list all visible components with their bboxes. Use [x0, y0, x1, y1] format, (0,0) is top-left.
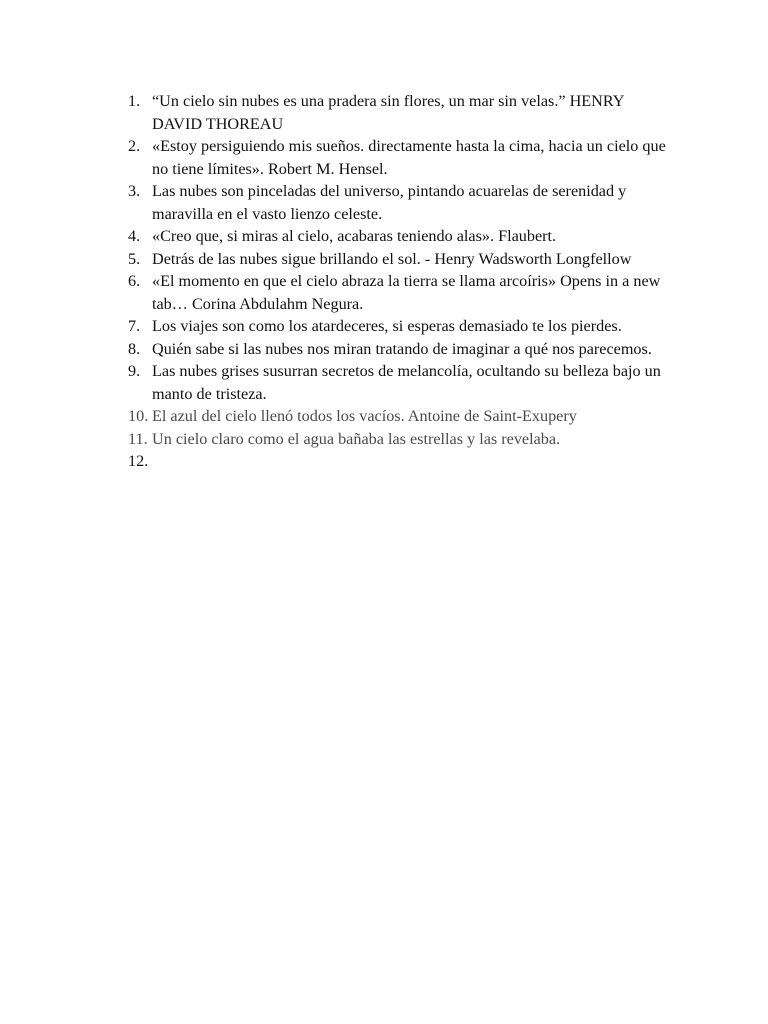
- item-text: «Estoy persiguiendo mis sueños. directamente hasta la cima, hacia un cielo que no tiene límites». Robert M. Hensel.: [152, 137, 666, 178]
- list-item: [128, 225, 668, 248]
- item-number: 5.: [128, 249, 141, 268]
- item-text: Quién sabe si las nubes nos miran tratando de imaginar a qué nos parecemos.: [152, 339, 652, 358]
- item-text: «El momento en que el cielo abraza la tierra se llama arcoíris» Opens in a new tab… Corina Abdulahm Negura.: [152, 272, 661, 313]
- list-item: [128, 180, 668, 225]
- list-item: [128, 315, 668, 338]
- item-number: 9.: [128, 362, 141, 380]
- item-number: 4.: [128, 227, 141, 245]
- item-number: 2.: [128, 137, 141, 155]
- item-text: Las nubes grises susurran secretos de melancolía, ocultando su belleza bajo un manto de tristeza.: [152, 362, 661, 403]
- item-number: 3.: [128, 182, 141, 200]
- item-text: Detrás de las nubes sigue brillando el sol. - Henry Wadsworth Longfellow: [152, 249, 632, 268]
- item-number: 12.: [128, 452, 149, 470]
- item-number: 11.: [128, 429, 148, 448]
- list-item: [128, 248, 668, 271]
- item-text: Un cielo claro como el agua bañaba las estrellas y las revelaba.: [152, 429, 561, 448]
- list-item: [128, 360, 668, 405]
- item-number: 1.: [128, 92, 141, 110]
- item-text: “Un cielo sin nubes es una pradera sin flores, un mar sin velas.” HENRY DAVID THOREAU: [152, 92, 624, 133]
- list-item: [128, 135, 668, 180]
- item-number: 7.: [128, 317, 141, 335]
- item-number: 8.: [128, 339, 141, 358]
- item-text: Las nubes son pinceladas del universo, pintando acuarelas de serenidad y maravilla en el vasto lienzo celeste.: [152, 182, 627, 223]
- list-item: [128, 405, 668, 428]
- list-item: [128, 270, 668, 315]
- item-text: Los viajes son como los atardeceres, si esperas demasiado te los pierdes.: [152, 317, 622, 335]
- item-number: 6.: [128, 272, 141, 290]
- quote-list: [128, 90, 668, 473]
- item-text: «Creo que, si miras al cielo, acabaras teniendo alas». Flaubert.: [152, 227, 557, 245]
- list-item: [128, 338, 668, 361]
- list-item: [128, 450, 668, 473]
- item-text: El azul del cielo llenó todos los vacíos. Antoine de Saint-Exupery: [152, 407, 577, 425]
- list-item: [128, 90, 668, 135]
- item-number: 10.: [128, 407, 149, 425]
- list-item: [128, 428, 668, 451]
